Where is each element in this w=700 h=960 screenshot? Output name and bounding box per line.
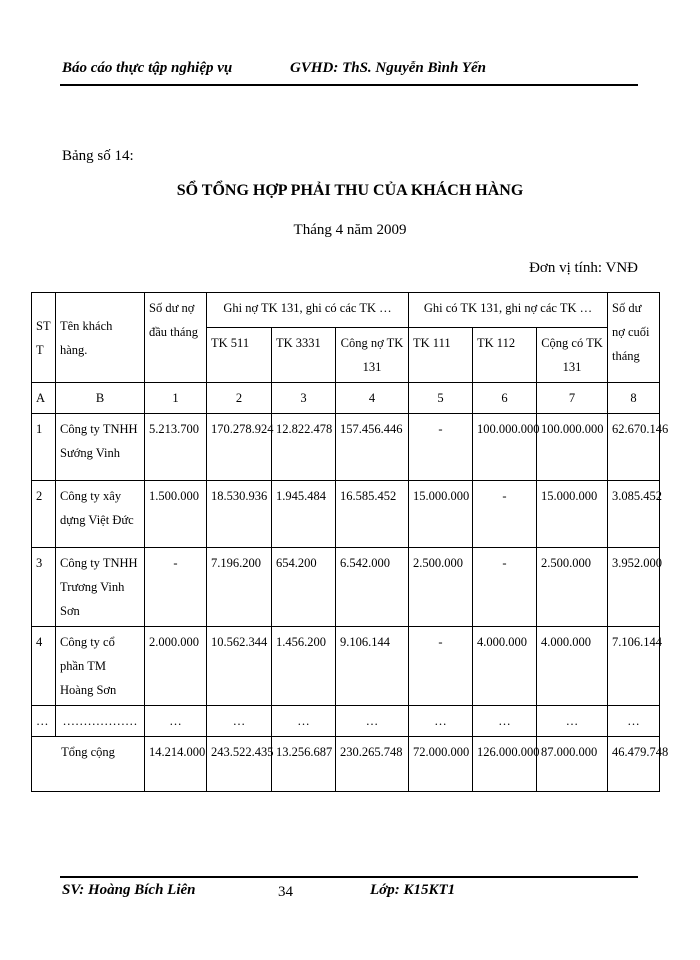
cell-tk3331: 1.456.200 <box>272 627 336 706</box>
cell-tk112: 4.000.000 <box>473 627 537 706</box>
index-cell: 2 <box>207 383 272 414</box>
ellipsis-cell: … <box>207 706 272 737</box>
currency-unit: Đơn vị tính: VNĐ <box>529 260 638 276</box>
cell-closing: 7.106.144 <box>608 627 660 706</box>
cell-tk111: - <box>409 414 473 481</box>
cell-opening: 5.213.700 <box>145 414 207 481</box>
total-tk511: 243.522.435 <box>207 737 272 792</box>
ellipsis-cell: … <box>473 706 537 737</box>
cell-credit-total: 2.500.000 <box>537 548 608 627</box>
col-stt-header: STT <box>32 293 56 383</box>
cell-opening: - <box>145 548 207 627</box>
cell-tk511: 18.530.936 <box>207 481 272 548</box>
index-cell: 6 <box>473 383 537 414</box>
ellipsis-cell: … <box>336 706 409 737</box>
ellipsis-cell: … <box>145 706 207 737</box>
header-report-title: Báo cáo thực tập nghiệp vụ <box>62 60 233 76</box>
credit-group-header: Ghi có TK 131, ghi nợ các TK … <box>409 293 608 328</box>
cell-stt: 1 <box>32 414 56 481</box>
cell-debit-total: 16.585.452 <box>336 481 409 548</box>
cell-debit-total: 6.542.000 <box>336 548 409 627</box>
cell-closing: 3.085.452 <box>608 481 660 548</box>
cell-opening: 2.000.000 <box>145 627 207 706</box>
receivables-table <box>31 292 669 792</box>
header-divider <box>60 84 638 86</box>
index-cell: 8 <box>608 383 660 414</box>
cell-debit-total: 9.106.144 <box>336 627 409 706</box>
col-name-header: Tên khách hàng. <box>56 293 145 383</box>
total-row <box>32 737 660 792</box>
total-closing: 46.479.748 <box>608 737 660 792</box>
total-tk3331: 13.256.687 <box>272 737 336 792</box>
total-label: Tổng cộng <box>32 737 145 792</box>
cell-customer: Công ty cổ phần TM Hoàng Sơn <box>56 627 145 706</box>
ellipsis-cell: … <box>537 706 608 737</box>
footer-student: SV: Hoàng Bích Liên <box>62 882 196 898</box>
ellipsis-cell: ……………… <box>56 706 145 737</box>
index-row <box>32 383 660 414</box>
col-credit-total-header: Cộng có TK 131 <box>537 328 608 383</box>
index-cell: 3 <box>272 383 336 414</box>
total-tk112: 126.000.000 <box>473 737 537 792</box>
cell-closing: 3.952.000 <box>608 548 660 627</box>
cell-stt: 3 <box>32 548 56 627</box>
cell-debit-total: 157.456.446 <box>336 414 409 481</box>
ellipsis-row <box>32 706 660 737</box>
ellipsis-cell: … <box>608 706 660 737</box>
index-cell: A <box>32 383 56 414</box>
cell-tk3331: 1.945.484 <box>272 481 336 548</box>
page-title: SỔ TỔNG HỢP PHẢI THU CỦA KHÁCH HÀNG <box>176 182 524 199</box>
total-credit: 87.000.000 <box>537 737 608 792</box>
col-tk511-header: TK 511 <box>207 328 272 383</box>
col-closing-header: Số dư nợ cuối tháng <box>608 293 660 383</box>
cell-tk511: 170.278.924 <box>207 414 272 481</box>
cell-credit-total: 4.000.000 <box>537 627 608 706</box>
cell-credit-total: 15.000.000 <box>537 481 608 548</box>
cell-closing: 62.670.146 <box>608 414 660 481</box>
table-row <box>32 414 660 481</box>
cell-tk111: 15.000.000 <box>409 481 473 548</box>
cell-opening: 1.500.000 <box>145 481 207 548</box>
index-cell: 7 <box>537 383 608 414</box>
ellipsis-cell: … <box>32 706 56 737</box>
index-cell: B <box>56 383 145 414</box>
cell-tk112: 100.000.000 <box>473 414 537 481</box>
cell-tk111: - <box>409 627 473 706</box>
cell-tk511: 7.196.200 <box>207 548 272 627</box>
cell-customer: Công ty TNHH Trương Vinh Sơn <box>56 548 145 627</box>
cell-tk511: 10.562.344 <box>207 627 272 706</box>
cell-tk3331: 654.200 <box>272 548 336 627</box>
index-cell: 5 <box>409 383 473 414</box>
col-opening-header: Số dư nợ đầu tháng <box>145 293 207 383</box>
footer-divider <box>60 876 638 878</box>
index-cell: 1 <box>145 383 207 414</box>
cell-tk3331: 12.822.478 <box>272 414 336 481</box>
table-row <box>32 548 660 627</box>
cell-tk112: - <box>473 548 537 627</box>
cell-customer: Công ty TNHH Sướng Vinh <box>56 414 145 481</box>
ellipsis-cell: … <box>272 706 336 737</box>
table-row <box>32 481 660 548</box>
col-tk111-header: TK 111 <box>409 328 473 383</box>
col-tk112-header: TK 112 <box>473 328 537 383</box>
total-debit: 230.265.748 <box>336 737 409 792</box>
page-number: 34 <box>278 884 293 900</box>
cell-tk112: - <box>473 481 537 548</box>
table-number: Bảng số 14: <box>62 148 134 164</box>
col-debit-total-header: Công nợ TK 131 <box>336 328 409 383</box>
cell-customer: Công ty xây dựng Việt Đức <box>56 481 145 548</box>
debit-group-header: Ghi nợ TK 131, ghi có các TK … <box>207 293 409 328</box>
page-subtitle: Tháng 4 năm 2009 <box>293 222 407 238</box>
total-tk111: 72.000.000 <box>409 737 473 792</box>
cell-tk111: 2.500.000 <box>409 548 473 627</box>
col-tk3331-header: TK 3331 <box>272 328 336 383</box>
ellipsis-cell: … <box>409 706 473 737</box>
footer-class: Lớp: K15KT1 <box>370 882 456 898</box>
index-cell: 4 <box>336 383 409 414</box>
cell-credit-total: 100.000.000 <box>537 414 608 481</box>
table-row <box>32 627 660 706</box>
total-opening: 14.214.000 <box>145 737 207 792</box>
cell-stt: 2 <box>32 481 56 548</box>
cell-stt: 4 <box>32 627 56 706</box>
header-supervisor: GVHD: ThS. Nguyễn Bình Yến <box>290 60 487 76</box>
